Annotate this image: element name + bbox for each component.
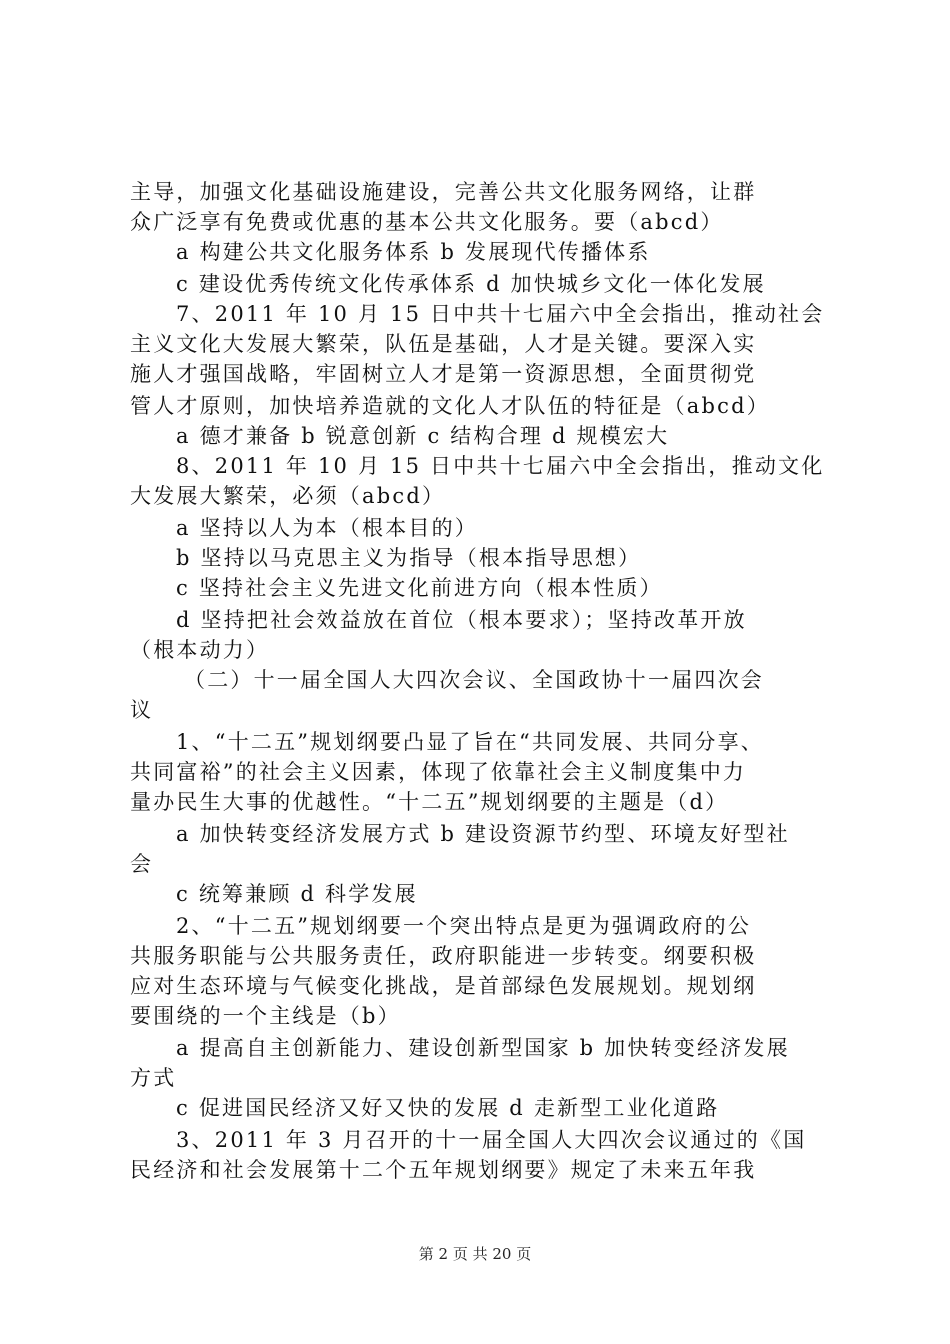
- text-line: 主义文化大发展大繁荣，队伍是基础，人才是关键。要深入实: [130, 332, 757, 356]
- text-line: d 坚持把社会效益放在首位（根本要求）；坚持改革开放: [176, 608, 747, 632]
- text-line: 方式: [130, 1066, 177, 1090]
- text-line: 2、“十二五”规划纲要一个突出特点是更为强调政府的公: [176, 914, 752, 938]
- text-line: 共服务职能与公共服务责任，政府职能进一步转变。纲要积极: [130, 944, 757, 968]
- text-line: 会: [130, 852, 154, 876]
- text-line: c 统筹兼顾 d 科学发展: [176, 882, 418, 906]
- text-line: c 促进国民经济又好又快的发展 d 走新型工业化道路: [176, 1096, 720, 1120]
- text-line: 7、2011 年 10 月 15 日中共十七届六中全会指出，推动社会: [176, 302, 825, 326]
- text-line: a 提高自主创新能力、建设创新型国家 b 加快转变经济发展: [176, 1036, 790, 1060]
- text-line: a 加快转变经济发展方式 b 建设资源节约型、环境友好型社: [176, 822, 790, 846]
- text-line: b 坚持以马克思主义为指导（根本指导思想）: [176, 546, 642, 570]
- text-line: 民经济和社会发展第十二个五年规划纲要》规定了未来五年我: [130, 1158, 757, 1182]
- text-line: 共同富裕”的社会主义因素，体现了依靠社会主义制度集中力: [130, 760, 747, 784]
- text-line: 大发展大繁荣，必须（abcd）: [130, 484, 446, 508]
- text-line: 8、2011 年 10 月 15 日中共十七届六中全会指出，推动文化: [176, 454, 825, 478]
- page-footer: 第 2 页 共 20 页: [418, 1245, 532, 1263]
- text-line: a 德才兼备 b 锐意创新 c 结构合理 d 规模宏大: [176, 424, 670, 448]
- text-line: 主导，加强文化基础设施建设，完善公共文化服务网络，让群: [130, 180, 757, 204]
- text-line: 量办民生大事的优越性。“十二五”规划纲要的主题是（d）: [130, 790, 729, 814]
- text-line: 3、2011 年 3 月召开的十一届全国人大四次会议通过的《国: [176, 1128, 807, 1152]
- section-heading: （二）十一届全国人大四次会议、全国政协十一届四次会: [184, 668, 764, 692]
- text-line: 1、“十二五”规划纲要凸显了旨在“共同发展、共同分享、: [176, 730, 764, 754]
- text-line: （根本动力）: [130, 638, 270, 662]
- text-line: c 坚持社会主义先进文化前进方向（根本性质）: [176, 576, 663, 600]
- text-line: 众广泛享有免费或优惠的基本公共文化服务。要（abcd）: [130, 210, 724, 234]
- section-heading-cont: 议: [130, 698, 154, 722]
- text-line: a 坚持以人为本（根本目的）: [176, 516, 478, 540]
- text-line: c 建设优秀传统文化传承体系 d 加快城乡文化一体化发展: [176, 272, 766, 296]
- text-line: 管人才原则，加快培养造就的文化人才队伍的特征是（abcd）: [130, 394, 770, 418]
- text-line: 施人才强国战略，牢固树立人才是第一资源思想，全面贯彻党: [130, 362, 757, 386]
- text-line: a 构建公共文化服务体系 b 发展现代传播体系: [176, 240, 651, 264]
- text-line: 要围绕的一个主线是（b）: [130, 1004, 401, 1028]
- text-line: 应对生态环境与气候变化挑战，是首部绿色发展规划。规划纲: [130, 974, 757, 998]
